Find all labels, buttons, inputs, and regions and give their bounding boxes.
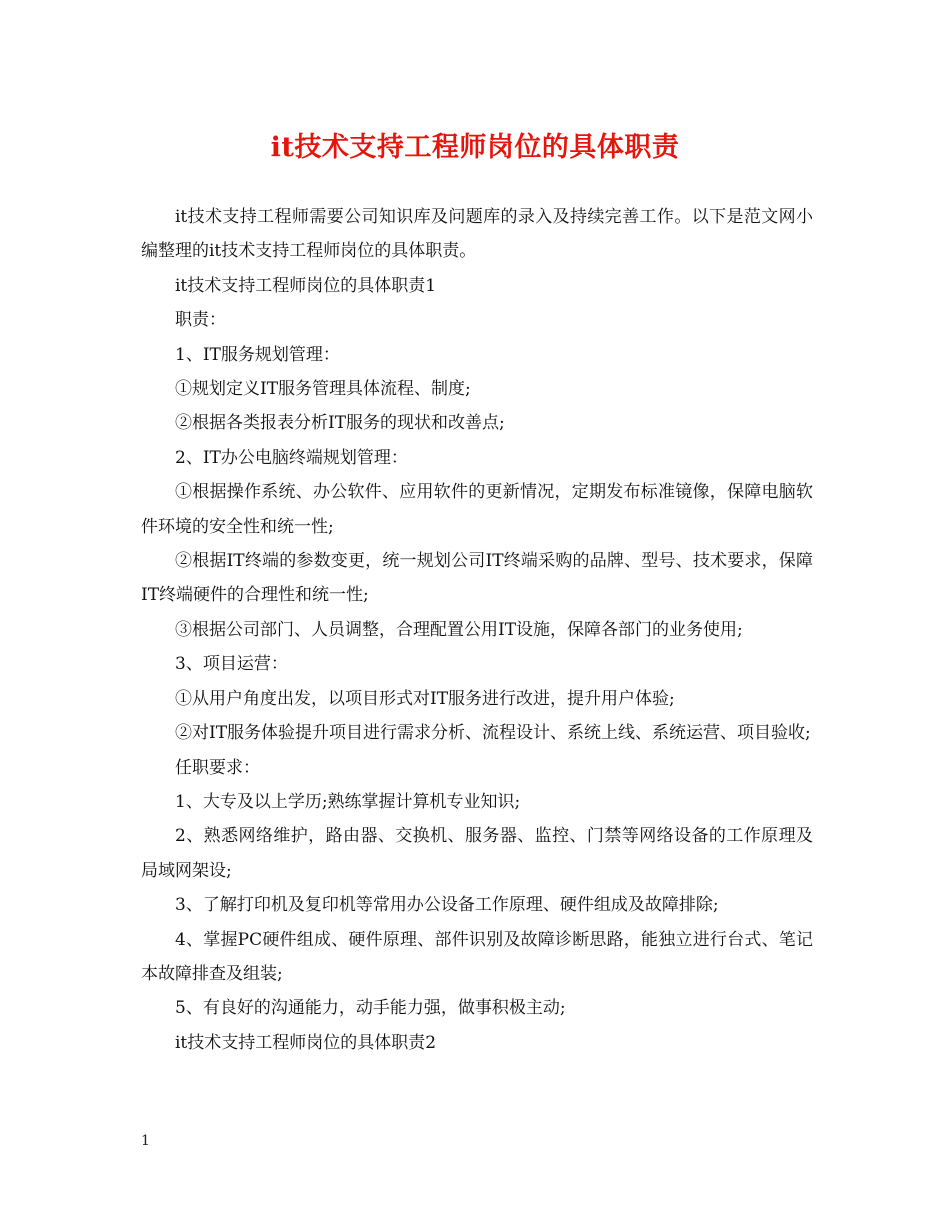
paragraph: ①根据操作系统、办公软件、应用软件的更新情况，定期发布标准镜像，保障电脑软件环境的安全性和统一性; [141, 482, 813, 537]
paragraph: 3、项目运营： [175, 654, 288, 675]
paragraph: 2、IT办公电脑终端规划管理： [175, 447, 408, 468]
paragraph: 5、有良好的沟通能力，动手能力强，做事积极主动; [175, 998, 566, 1019]
paragraph: 2、熟悉网络维护，路由器、交换机、服务器、监控、门禁等网络设备的工作原理及局域网架设; [141, 826, 813, 881]
paragraph: ③根据公司部门、人员调整，合理配置公用IT设施，保障各部门的业务使用; [175, 619, 743, 640]
paragraph: ②根据IT终端的参数变更，统一规划公司IT终端采购的品牌、型号、技术要求，保障IT终端硬件的合理性和统一性; [141, 551, 813, 606]
paragraph: 1、大专及以上学历;熟练掌握计算机专业知识; [175, 791, 521, 812]
paragraph: 任职要求： [175, 757, 260, 778]
paragraph: ②对IT服务体验提升项目进行需求分析、流程设计、系统上线、系统运营、项目验收; [175, 723, 811, 744]
document-title: it技术支持工程师岗位的具体职责 [270, 132, 680, 163]
page-number: 1 [141, 1133, 150, 1149]
paragraph: ①规划定义IT服务管理具体流程、制度; [175, 379, 471, 400]
paragraph: 4、掌握PC硬件组成、硬件原理、部件识别及故障诊断思路，能独立进行台式、笔记本故障排查及组装; [141, 929, 813, 984]
paragraph: 3、了解打印机及复印机等常用办公设备工作原理、硬件组成及故障排除; [175, 895, 719, 916]
paragraph: it技术支持工程师需要公司知识库及问题库的录入及持续完善工作。以下是范文网小编整理的it技术支持工程师岗位的具体职责。 [141, 207, 813, 262]
paragraph: ①从用户角度出发，以项目形式对IT服务进行改进，提升用户体验; [175, 688, 675, 709]
section-heading: it技术支持工程师岗位的具体职责2 [175, 1032, 437, 1053]
paragraph: ②根据各类报表分析IT服务的现状和改善点; [175, 413, 505, 434]
section-heading: it技术支持工程师岗位的具体职责1 [175, 275, 437, 296]
paragraph: 职责： [175, 310, 226, 331]
document-body [141, 200, 813, 1060]
paragraph: 1、IT服务规划管理： [175, 344, 340, 365]
